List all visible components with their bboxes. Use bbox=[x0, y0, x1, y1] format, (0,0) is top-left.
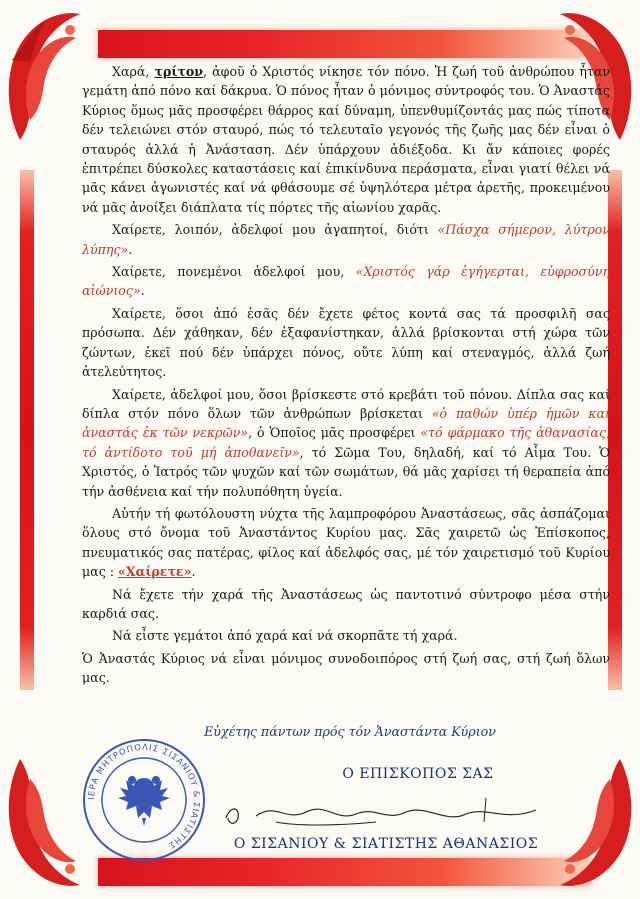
bishop-name: Ο ΣΙΣΑΝΙΟΥ & ΣΙΑΤΙΣΤΗΣ ΑΘΑΝΑΣΙΟΣ bbox=[233, 836, 539, 852]
seal-text: ΙΕΡΑ ΜΗΤΡΟΠΟΛΙΣ ΣΙΣΑΝΙΟΥ & ΣΙΑΤΙΣΤΗΣ bbox=[85, 741, 203, 852]
double-headed-eagle-icon bbox=[118, 776, 170, 826]
right-red-bar bbox=[608, 170, 622, 690]
bishop-title: Ο ΕΠΙΣΚΟΠΟΣ ΣΑΣ bbox=[342, 766, 494, 782]
metropolis-seal bbox=[82, 738, 206, 862]
paragraph-4: Χαίρετε, ὅσοι ἀπό ἐσᾶς δέν ἔχετε φέτος κοντά σας τά προσφιλῆ σας πρόσωπα. Δέν χάθηκαν, δέν ἐξαφανίστηκαν, ἀλλά βρίσκονται στή χώρα τῶν ζώντων, ἐκεῖ πού δέν ὑπάρχει πόνος, οὔτε λύπη καί στεναγμός, ἀλλά ζωή ἀτελεύτητος. bbox=[82, 305, 610, 380]
paragraph-2: Χαίρετε, λοιπόν, ἀδελφοί μου ἀγαπητοί, διότι «Πάσχα σήμερον, λύτρον λύπης». bbox=[82, 222, 610, 257]
paragraph-8: Νά εἶστε γεμάτοι ἀπό χαρά καί νά σκορπᾶτε τή χαρά. bbox=[112, 628, 458, 644]
paragraph-3: Χαίρετε, πονεμένοι ἀδελφοί μου, «Χριστός γάρ ἐγήγερται, εὐφροσύνη αἰώνιος». bbox=[82, 264, 611, 299]
paragraph-9: Ὁ Ἀναστάς Κύριος νά εἶναι μόνιμος συνοδοιπόρος στή ζωή σας, στή ζωή ὅλων μας. bbox=[82, 650, 610, 686]
paragraph-6: Αὐτήν τή φωτόλουστη νύχτα τῆς λαμπροφόρου Ἀναστάσεως, σᾶς ἀσπάζομαι ὅλους στό ὄνομα τοῦ Ἀναστάντος Κυρίου μας. Σᾶς χαιρετῶ ὡς Ἐπίσκοπος, πνευματικός σας πατέρας, φίλος καί ἀδελφός σας, μέ τόν χαιρετισμό τοῦ Κυρίου μας : «Χαίρετε». bbox=[82, 505, 610, 580]
quote-pascha: «Πάσχα σήμερον, λύτρον λύπης» bbox=[82, 222, 610, 257]
letter-body bbox=[82, 62, 610, 691]
quote-christos: «Χριστός γάρ ἐγήγερται, εὐφροσύνη αἰώνιος» bbox=[82, 264, 611, 299]
paragraph-5: Χαίρετε, ἀδελφοί μου, ὅσοι βρίσκεστε στό κρεβάτι τοῦ πόνου. Δίπλα σας καί δίπλα στόν πόνο ὅλων τῶν ἀνθρώπων βρίσκεται «ὁ παθών ὑπέρ ἡμῶν καί ἀναστάς ἐκ τῶν νεκρῶν», ὁ Ὁποῖος μᾶς προσφέρει «τό φάρμακο τῆς ἀθανασίας, τό ἀντίδοτο τοῦ μή ἀποθανεῖν», τό Σῶμα Του, δηλαδή, καί τό Αἷμα Του. Ὁ Χριστός, ὁ Ἰατρός τῶν ψυχῶν καί τῶν σωμάτων, θά μᾶς χαρίσει τή θεραπεία ἀπό τήν ἀσθένεια καί τήν πολυπόθητη ὑγεία. bbox=[82, 386, 610, 499]
handwritten-signature bbox=[216, 792, 556, 832]
left-red-bar bbox=[20, 170, 34, 690]
quote-farmako: «τό φάρμακο τῆς ἀθανασίας, τό ἀντίδοτο τοῦ μή ἀποθανεῖν» bbox=[82, 425, 610, 460]
paragraph-1: Χαρά, τρίτον, ἀφοῦ ὁ Χριστός νίκησε τόν πόνο. Ἡ ζωή τοῦ ἀνθρώπου ἦταν γεμάτη ἀπό πόνο καί δάκρυα. Ὁ πόνος ἦταν ὁ μόνιμος σύντροφός του. Ὁ Ἀναστάς Κύριος ὅμως μᾶς προσφέρει θάρρος καί δύναμη, ὑπενθυμίζοντάς μας πώς τίποτα δέν τελειώνει στόν σταυρό, πώς τό τελευταῖο γεγονός τῆς ζωῆς μας δέν εἶναι ὁ σταυρός ἀλλά ἡ Ἀνάσταση. Δέν ὑπάρχουν ἀδιέξοδα. Κι ἄν κάποιες φορές ἐπιτρέπει δύσκολες καταστάσεις καί ἐπικίνδυνα περάσματα, εἶναι γιατί θέλει νά μᾶς κάνει ἀγωνιστές καί νά φθάσουμε σέ ὑψηλότερα μέτρα ἀρετῆς, προκειμένου νά μᾶς ἀνοίξει διάπλατα τίς πόρτες τῆς αἰωνίου χαρᾶς. bbox=[82, 64, 610, 215]
bottom-left-flourish bbox=[0, 749, 90, 899]
quote-chairete: «Χαίρετε» bbox=[118, 564, 192, 580]
top-left-flourish bbox=[0, 0, 90, 150]
emphasis-tritos: τρίτον bbox=[154, 64, 204, 79]
quote-pathon: «ὁ παθών ὑπέρ ἡμῶν καί ἀναστάς ἐκ τῶν νεκρῶν» bbox=[82, 405, 610, 441]
closing-wish: Εὐχέτης πάντων πρός τόν Ἀναστάντα Κύριον bbox=[204, 724, 496, 739]
paragraph-7: Νά ἔχετε τήν χαρά τῆς Ἀναστάσεως ὡς παντοτινό σύντροφο μέσα στήν καρδιά σας. bbox=[82, 586, 610, 621]
bottom-red-band bbox=[98, 858, 590, 886]
top-red-band bbox=[98, 30, 590, 58]
